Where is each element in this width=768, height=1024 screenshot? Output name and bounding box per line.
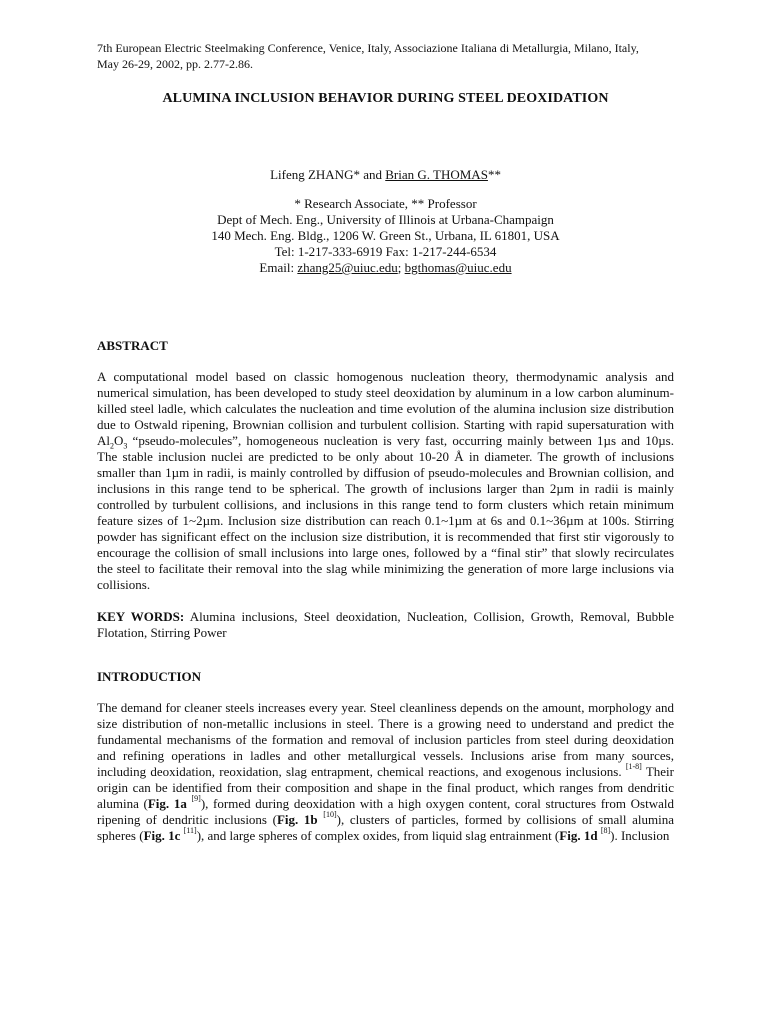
email-label: Email:: [259, 260, 298, 275]
intro-text-part: ), and large spheres of complex oxides, from liquid slag entrainment (: [196, 828, 560, 843]
paper-page: [97, 40, 674, 844]
conference-citation: [97, 40, 674, 72]
subscript: 3: [123, 441, 128, 451]
subscript: 2: [110, 441, 114, 451]
citation-line-1: 7th European Electric Steelmaking Conference, Venice, Italy, Associazione Italiana di Metallurgia, Milano, Italy,: [97, 41, 639, 55]
figure-ref: Fig. 1b: [276, 812, 318, 827]
introduction-heading: INTRODUCTION: [97, 669, 202, 684]
keywords-label: KEY WORDS:: [97, 609, 185, 624]
keywords-paragraph: [97, 609, 674, 641]
department: Dept of Mech. Eng., University of Illinois at Urbana-Champaign: [217, 212, 554, 227]
affiliation-block: [97, 196, 674, 276]
email-link-thomas[interactable]: bgthomas@uiuc.edu: [404, 260, 512, 275]
keywords-text: Alumina inclusions, Steel deoxidation, Nucleation, Collision, Growth, Removal, Bubble Flotation, Stirring Power: [97, 609, 674, 640]
email-line: [97, 260, 674, 276]
abstract-text-part: “pseudo-molecules”, homogeneous nucleation is very fast, occurring mainly between 1µs and 10µs. The stable inclusion nuclei are predicted to be only about 10-20 Å in diameter. The growth of inclusions smaller than 1µm in radii, is mainly controlled by diffusion of pseudo-molecules and Brownian collision, and inclusions in this range tend to be spherical. The growth of inclusions larger than 2µm in radii is mainly controlled by turbulent collisions, and inclusions in this range tend to form clusters which retain minimum feature sizes of 1~2µm. Inclusion size distribution can reach 0.1~1µm at 6s and 0.1~36µm at 100s. Stirring powder has significant effect on the inclusion size distribution, it is recommended that first stir vigorously to encourage the collision of small inclusions into large ones, followed by a “final stir” that slowly recirculates the steel to facilitate their removal into the slag while minimizing the generation of more large inclusions via collisions.: [97, 433, 674, 592]
author-zhang: Lifeng ZHANG*: [270, 167, 360, 182]
figure-ref: Fig. 1d: [559, 828, 598, 843]
intro-text-part: The demand for cleaner steels increases every year. Steel cleanliness depends on the amount, morphology and size distribution of non-metallic inclusions in steel. There is a growing need to understand and predict the fundamental mechanisms of the formation and removal of inclusion particles from steel during deoxidation and refining operations in ladles and other metallurgical vessels. Inclusions arise from many sources, including deoxidation, reoxidation, slag entrapment, chemical reactions, and exogenous inclusions.: [97, 700, 674, 779]
abstract-text-part: O: [114, 433, 124, 448]
introduction-paragraph: [97, 700, 674, 844]
intro-text-part: ), formed during deoxidation with a high oxygen content, coral structures from Ostwald ripening of dendritic inclusions (: [97, 796, 674, 827]
citation-line-2: May 26-29, 2002, pp. 2.77-2.86.: [97, 57, 253, 71]
intro-text-part: ). Inclusion: [610, 828, 670, 843]
author-line: [97, 167, 674, 183]
email-separator: ;: [397, 260, 405, 275]
citation-ref: [8]: [600, 825, 611, 835]
figure-ref: Fig. 1c: [143, 828, 181, 843]
author-conjunction: and: [359, 167, 386, 182]
email-link-zhang[interactable]: zhang25@uiuc.edu: [297, 260, 398, 275]
citation-ref: [10]: [323, 809, 337, 819]
author-roles: * Research Associate, ** Professor: [294, 196, 477, 211]
postal-address: 140 Mech. Eng. Bldg., 1206 W. Green St., Urbana, IL 61801, USA: [211, 228, 560, 243]
author-thomas-link[interactable]: Brian G. THOMAS: [385, 167, 488, 182]
figure-ref: Fig. 1a: [147, 796, 187, 811]
citation-ref: [11]: [183, 825, 197, 835]
intro-text-part: ), clusters of particles, formed by collisions of small alumina spheres (: [97, 812, 674, 843]
abstract-heading: ABSTRACT: [97, 338, 168, 353]
citation-ref: [9]: [191, 793, 201, 803]
author-thomas-mark: **: [487, 167, 501, 182]
citation-ref: [1-8]: [625, 761, 642, 771]
abstract-paragraph: [97, 369, 674, 593]
phone-fax: Tel: 1-217-333-6919 Fax: 1-217-244-6534: [274, 244, 497, 259]
paper-title: ALUMINA INCLUSION BEHAVIOR DURING STEEL DEOXIDATION: [162, 91, 609, 106]
abstract-text-part: A computational model based on classic homogenous nucleation theory, thermodynamic analysis and numerical simulation, has been developed to study steel deoxidation by aluminum in a low carbon aluminum-killed steel ladle, which calculates the nucleation and time evolution of the alumina inclusion size distribution due to Ostwald ripening, Brownian collision and turbulent collision. Starting with rapid supersaturation with Al: [97, 369, 674, 448]
intro-text-part: Their origin can be identified from their composition and shape in the final product, which ranges from dendritic alumina (: [97, 764, 674, 811]
